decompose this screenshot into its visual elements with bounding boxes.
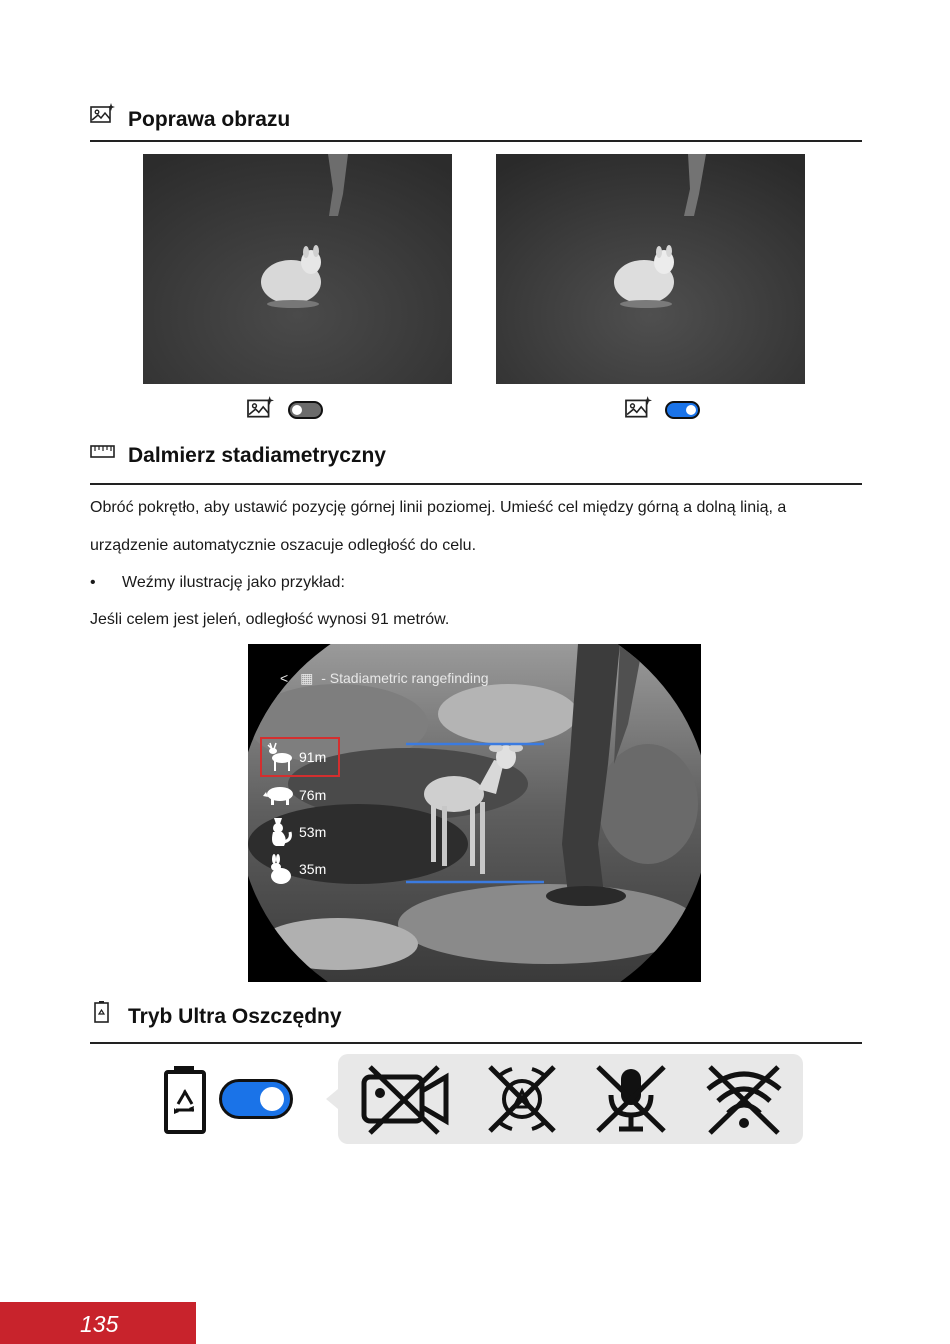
image-enhance-icon <box>246 395 276 421</box>
section-title: Tryb Ultra Oszczędny <box>128 1005 342 1028</box>
back-button[interactable]: < <box>280 670 289 686</box>
viewfinder-title-text: Stadiametric rangefinding <box>329 670 489 686</box>
viewfinder-title-bar <box>280 670 489 687</box>
no-signal-icon <box>484 1063 560 1135</box>
ruler-icon <box>90 440 116 464</box>
panel-pointer <box>326 1089 338 1109</box>
image-sparkle-icon <box>90 102 116 126</box>
bullet-marker: • <box>90 574 96 591</box>
paragraph-line: urządzenie automatycznie oszacuje odległość do celu. <box>90 537 477 554</box>
wifi-off-icon <box>702 1063 786 1135</box>
target-distance: 53m <box>299 824 327 840</box>
example-text: Jeśli celem jest jeleń, odległość wynosi 91 metrów. <box>90 611 450 628</box>
enhancement-toggle-on[interactable] <box>665 401 700 419</box>
toggle-knob <box>686 405 696 415</box>
target-distance: 91m <box>299 749 327 765</box>
rangefinder-mode-icon: ▦ <box>300 670 314 686</box>
boar-icon[interactable] <box>262 782 296 806</box>
section-divider <box>90 483 862 485</box>
page-number: 135 <box>80 1311 119 1337</box>
image-enhance-icon <box>624 395 654 421</box>
thermal-image-enhancement-on <box>496 154 805 384</box>
viewfinder-title: - Stadiametric rangefinding <box>321 670 489 686</box>
target-distance: 35m <box>299 861 327 877</box>
mic-off-icon <box>594 1063 668 1135</box>
section-divider <box>90 140 862 142</box>
video-off-icon <box>360 1063 452 1135</box>
thermal-image-enhancement-off <box>143 154 452 384</box>
rabbit-icon[interactable] <box>264 854 294 886</box>
toggle-knob <box>292 405 302 415</box>
ultra-saving-toggle-on[interactable] <box>219 1079 293 1119</box>
rangefinder-viewfinder <box>248 644 701 982</box>
battery-saver-icon <box>160 1064 210 1136</box>
target-distance: 76m <box>299 787 327 803</box>
section-title: Poprawa obrazu <box>128 108 291 131</box>
enhancement-toggle-off[interactable] <box>288 401 323 419</box>
fox-icon[interactable] <box>266 816 292 848</box>
bullet-item <box>90 574 345 592</box>
paragraph-line: Obróć pokrętło, aby ustawić pozycję górnej linii poziomej. Umieść cel między górną a dolną linią, a <box>90 499 787 516</box>
deer-icon[interactable] <box>264 741 294 773</box>
battery-recycle-icon <box>90 1000 116 1024</box>
toggle-knob <box>260 1087 284 1111</box>
section-title: Dalmierz stadiametryczny <box>128 444 386 467</box>
bullet-text: Weźmy ilustrację jako przykład: <box>122 574 345 591</box>
section-divider <box>90 1042 862 1044</box>
